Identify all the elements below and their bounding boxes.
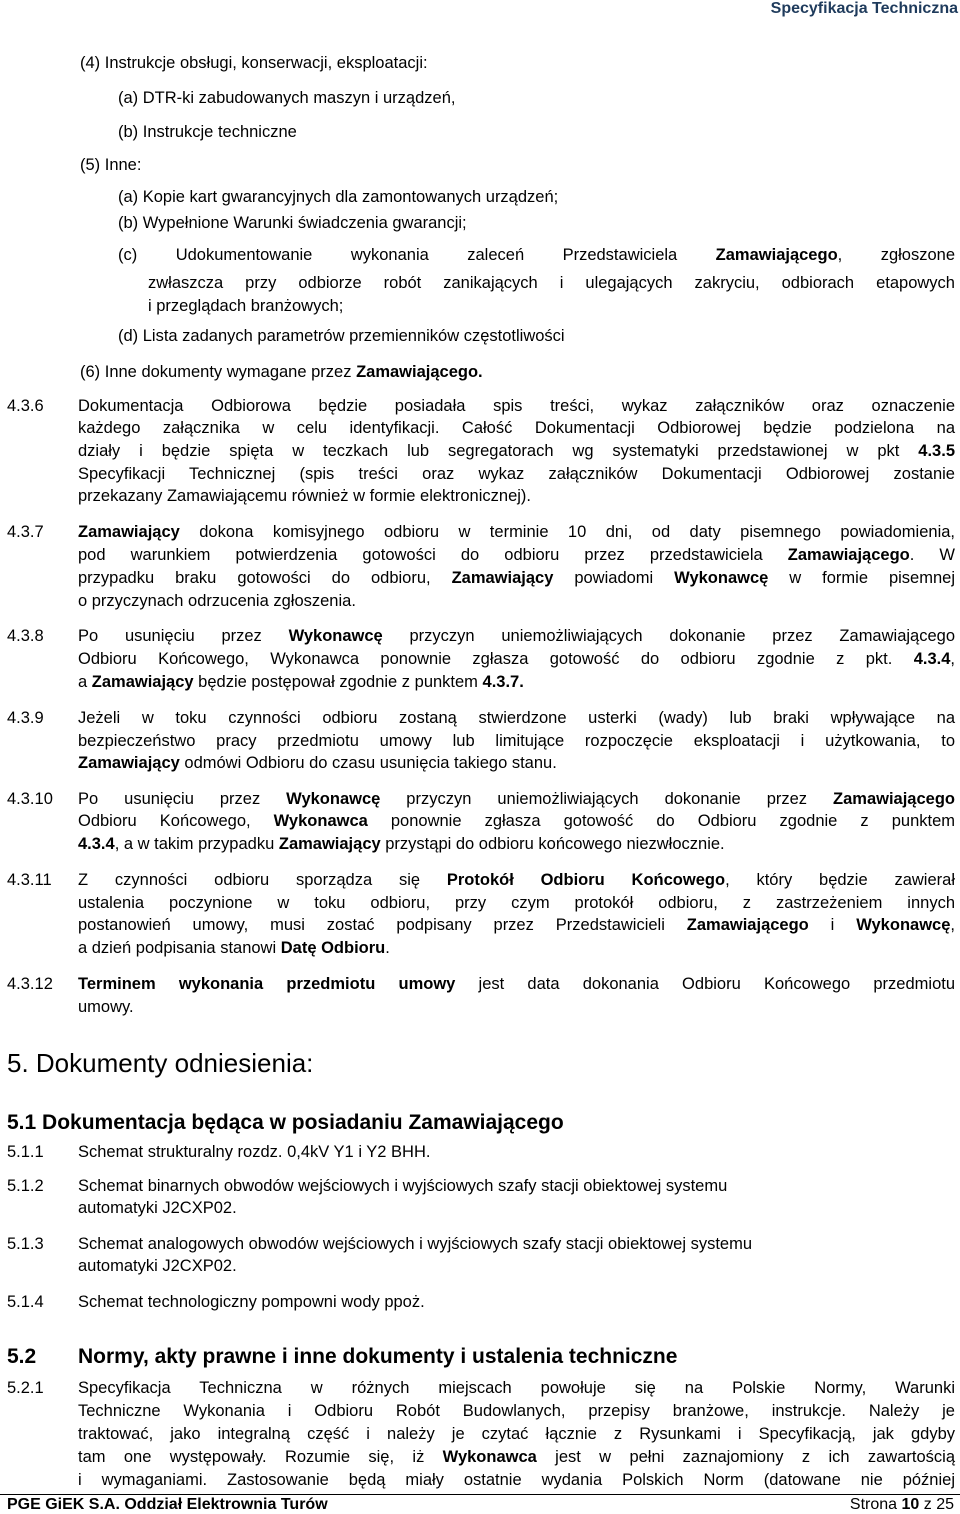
paragraph-436-line: każdego załącznika w celu identyfikacji. Całość Dokumentacji Odbiorowej będzie podzielona na [78, 419, 955, 437]
paragraph-437-line: Zamawiający dokona komisyjnego odbioru w terminie 10 dni, od daty pisemnego powiadomienia, [78, 523, 955, 541]
list-item-5: (5) Inne: [80, 156, 142, 174]
page-header-title: Specyfikacja Techniczna [770, 0, 958, 17]
item-514: Schemat technologiczny pompowni wody ppoż. [78, 1293, 425, 1311]
section-number-438: 4.3.8 [7, 627, 44, 645]
section-52-heading: Normy, akty prawne i inne dokumenty i ustalenia techniczne [78, 1345, 678, 1368]
paragraph-439-line: bezpieczeństwo pracy przedmiotu umowy lub limitujące rozpoczęcie eksploatacji i użytkowania, to [78, 732, 955, 750]
footer-company: PGE GiEK S.A. Oddział Elektrownia Turów [7, 1496, 328, 1513]
paragraph-438-line: a Zamawiający będzie postępował zgodnie z punktem 4.3.7. [78, 673, 524, 691]
list-item-4: (4) Instrukcje obsługi, konserwacji, eksploatacji: [80, 54, 428, 72]
section-number-521: 5.2.1 [7, 1379, 44, 1397]
paragraph-437-line: o przyczynach odrzucenia zgłoszenia. [78, 592, 356, 610]
footer-divider [0, 1494, 960, 1495]
paragraph-4311-line: postanowień umowy, musi zostać podpisany przez Przedstawicieli Zamawiającego i Wykonawcę, [78, 916, 955, 934]
paragraph-439-line: Jeżeli w toku czynności odbioru zostaną stwierdzone usterki (wady) lub braki wpływające na [78, 709, 955, 727]
section-number-512: 5.1.2 [7, 1177, 44, 1195]
paragraph-4311-line: a dzień podpisania stanowi Datę Odbioru. [78, 939, 390, 957]
section-number-436: 4.3.6 [7, 397, 44, 415]
section-number-513: 5.1.3 [7, 1235, 44, 1253]
paragraph-4312-line: umowy. [78, 998, 134, 1016]
list-item-5c: (c) Udokumentowanie wykonania zaleceń Przedstawiciela Zamawiającego, zgłoszone [118, 246, 955, 264]
section-number-514: 5.1.4 [7, 1293, 44, 1311]
paragraph-521-line: Techniczne Wykonania i Odbioru Robót Budowlanych, przepisy branżowe, instrukcje. Należy je [78, 1402, 955, 1420]
list-item-4a: (a) DTR-ki zabudowanych maszyn i urządzeń, [118, 89, 456, 107]
item-513-line: automatyki J2CXP02. [78, 1257, 237, 1275]
paragraph-4310-line: 4.3.4, a w takim przypadku Zamawiający przystąpi do odbioru końcowego niezwłocznie. [78, 835, 725, 853]
paragraph-4311-line: Z czynności odbioru sporządza się Protokół Odbioru Końcowego, który będzie zawierał [78, 871, 955, 889]
paragraph-4310-line: Odbioru Końcowego, Wykonawca ponownie zgłasza gotowość do Odbioru zgodnie z punktem [78, 812, 956, 830]
footer-page-number: Strona 10 z 25 [849, 1496, 954, 1513]
paragraph-436-line: Dokumentacja Odbiorowa będzie posiadała spis treści, wykaz załączników oraz oznaczenie [78, 397, 955, 415]
section-number-4310: 4.3.10 [7, 790, 53, 808]
list-item-5a: (a) Kopie kart gwarancyjnych dla zamontowanych urządzeń; [118, 188, 559, 206]
item-512-line: automatyki J2CXP02. [78, 1199, 237, 1217]
section-number-439: 4.3.9 [7, 709, 44, 727]
paragraph-4311-line: ustalenia poczynione w toku odbioru, przy czym protokół odbioru, z zastrzeżeniem innych [78, 894, 955, 912]
paragraph-439-line: Zamawiający odmówi Odbioru do czasu usunięcia takiego stanu. [78, 754, 557, 772]
section-number-437: 4.3.7 [7, 523, 44, 541]
list-item-5c-cont2: i przeglądach branżowych; [148, 297, 344, 315]
paragraph-521-line: Specyfikacja Techniczna w różnych miejscach powołuje się na Polskie Normy, Warunki [78, 1379, 955, 1397]
paragraph-438-line: Odbioru Końcowego, Wykonawca ponownie zgłasza gotowość do odbioru zgodnie z pkt. 4.3.4, [78, 650, 955, 668]
item-512-line: Schemat binarnych obwodów wejściowych i wyjściowych szafy stacji obiektowej systemu [78, 1177, 728, 1195]
paragraph-436-line: działy i będzie spięta w teczkach lub segregatorach wg systematyki przedstawionej w pkt 4.3.5 [78, 442, 955, 460]
paragraph-4312-line: Terminem wykonania przedmiotu umowy jest data dokonania Odbioru Końcowego przedmiotu [78, 975, 955, 993]
paragraph-437-line: pod warunkiem potwierdzenia gotowości do odbioru przez przedstawiciela Zamawiającego. W [78, 546, 955, 564]
paragraph-436-line: Specyfikacji Technicznej (spis treści oraz wykaz załączników Dokumentacji Odbiorowej zostanie [78, 465, 955, 483]
section-number-4312: 4.3.12 [7, 975, 53, 993]
list-item-4b: (b) Instrukcje techniczne [118, 123, 297, 141]
section-5-heading: 5. Dokumenty odniesienia: [7, 1048, 314, 1078]
list-item-5d: (d) Lista zadanych parametrów przemienników częstotliwości [118, 327, 565, 345]
item-513-line: Schemat analogowych obwodów wejściowych i wyjściowych szafy stacji obiektowej systemu [78, 1235, 753, 1253]
paragraph-437-line: przypadku braku gotowości do odbioru, Zamawiający powiadomi Wykonawcę w formie pisemnej [78, 569, 955, 587]
section-52-heading-number: 5.2 [7, 1345, 37, 1368]
list-item-5b: (b) Wypełnione Warunki świadczenia gwarancji; [118, 214, 467, 232]
section-number-4311: 4.3.11 [7, 871, 52, 889]
section-51-heading: 5.1 Dokumentacja będąca w posiadaniu Zamawiającego [7, 1111, 564, 1134]
paragraph-4310-line: Po usunięciu przez Wykonawcę przyczyn uniemożliwiających dokonanie przez Zamawiającego [78, 790, 955, 808]
paragraph-438-line: Po usunięciu przez Wykonawcę przyczyn uniemożliwiających dokonanie przez Zamawiającego [78, 627, 955, 645]
paragraph-521-line: tam one występowały. Rozumie się, iż Wykonawca jest w pełni zaznajomiony z ich zawartością [78, 1448, 955, 1466]
paragraph-521-line: i wymaganiami. Zastosowanie będą miały ostatnie wydania Polskich Norm (datowane nie później [78, 1471, 955, 1489]
paragraph-521-line: traktować, jako integralną część i należy je czytać łącznie z Rysunkami i Specyfikacją, jak gdyby [78, 1425, 955, 1443]
item-511: Schemat strukturalny rozdz. 0,4kV Y1 i Y2 BHH. [78, 1143, 431, 1161]
paragraph-436-line: przekazany Zamawiającemu również w formie elektronicznej). [78, 487, 532, 505]
list-item-6: (6) Inne dokumenty wymagane przez Zamawiającego. [80, 363, 483, 381]
list-item-5c-cont: zwłaszcza przy odbiorze robót zanikających i ulegających zakryciu, odbiorach etapowych [148, 274, 955, 292]
section-number-511: 5.1.1 [7, 1143, 44, 1161]
